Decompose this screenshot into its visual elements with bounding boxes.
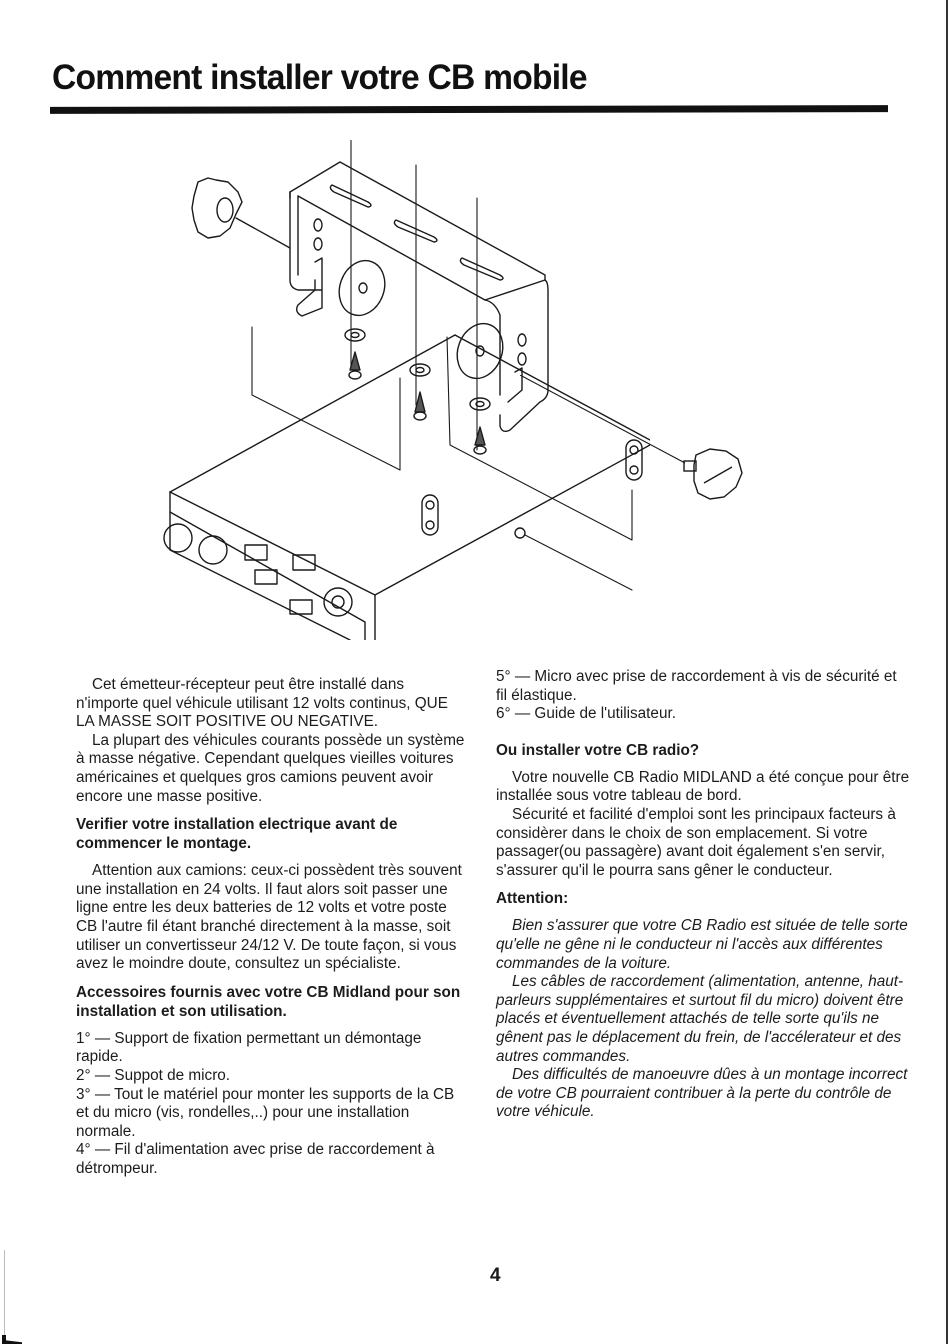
accessory-item-4: 4° — Fil d'alimentation avec prise de raccordement à détrompeur. xyxy=(76,1141,435,1177)
screws xyxy=(345,329,490,454)
page-number: 4 xyxy=(490,1265,501,1286)
attention-paragraph-1: Bien s'assurer que votre CB Radio est située de telle sorte qu'elle ne gêne ni le conducteur ni l'accès aux différentes commandes de la voiture. xyxy=(496,917,908,972)
page-title: Comment installer votre CB mobile xyxy=(52,58,587,97)
accessory-item-6: 6° — Guide de l'utilisateur. xyxy=(496,705,676,723)
right-column xyxy=(496,668,911,1122)
intro-paragraph-1: Cet émetteur-récepteur peut être installé dans n'importe quel véhicule utilisant 12 volts continus, QUE LA MASSE SOIT POSITIVE OU NEGATIVE. xyxy=(76,676,448,731)
scan-edge-line xyxy=(4,1250,5,1340)
title-rule xyxy=(50,105,888,114)
left-column xyxy=(76,676,468,1178)
heading-attention: Attention: xyxy=(496,890,569,908)
mounting-bracket xyxy=(290,162,548,431)
scan-corner-mark xyxy=(2,1335,22,1344)
accessory-item-2: 2° — Suppot de micro. xyxy=(76,1066,231,1084)
attention-paragraph-2: Les câbles de raccordement (alimentation, antenne, haut-parleurs supplémentaires et surtout fil du micro) doivent être placés et éventuellement attachés de telle sorte qu'ils ne gênent pas le déplacement du frein, de l'accélerateur et des autres commandes. xyxy=(496,973,904,1065)
heading-verify-installation: Verifier votre installation electrique avant de commencer le montage. xyxy=(76,816,398,853)
mounting-knob-right xyxy=(680,445,760,515)
verify-paragraph: Attention aux camions: ceux-ci possèdent très souvent une installation en 24 volts. Il faut alors soit passer une ligne entre les deux batteries de 12 volts et votre poste CB l'autre fil étant branché directement à la masse, soit utiliser un convertisseur 24/12 V. De toute façon, si vous avez le moindre doute, consultez un spécialiste. xyxy=(76,862,462,973)
scan-right-edge xyxy=(946,0,948,1344)
screw-guide-lines xyxy=(351,140,477,450)
intro-paragraph-2: La plupart des véhicules courants possède un système à masse négative. Cependant quelques vieilles voitures américaines et quelques gros camions peuvent avoir encore une masse positive. xyxy=(76,731,465,805)
knob-guide-line xyxy=(520,375,690,465)
where-paragraph-1: Votre nouvelle CB Radio MIDLAND a été conçue pour être installée sous votre tableau de bord. xyxy=(496,768,910,805)
where-paragraph-2: Sécurité et facilité d'emploi sont les principaux facteurs à considèrer dans le choix de son emplacement. Si votre passager(ou passagère) avant doit également s'en servir, s'assurer qu'il le pourra sans gêner le conducteur. xyxy=(496,805,896,879)
heading-where-to-install: Ou installer votre CB radio? xyxy=(496,741,700,759)
accessory-item-5: 5° — Micro avec prise de raccordement à vis de sécurité et fil élastique. xyxy=(496,668,897,704)
accessory-item-3: 3° — Tout le matériel pour monter les supports de la CB et du micro (vis, rondelles,..) pour une installation normale. xyxy=(76,1085,455,1140)
heading-accessories: Accessoires fournis avec votre CB Midland pour son installation et son utilisation. xyxy=(76,983,461,1020)
attention-paragraph-3: Des difficultés de manoeuvre dûes à un montage incorrect de votre CB pourraient contribuer à la perte du contrôle de votre véhicule. xyxy=(496,1066,908,1121)
accessory-item-1: 1° — Support de fixation permettant un démontage rapide. xyxy=(76,1029,422,1066)
